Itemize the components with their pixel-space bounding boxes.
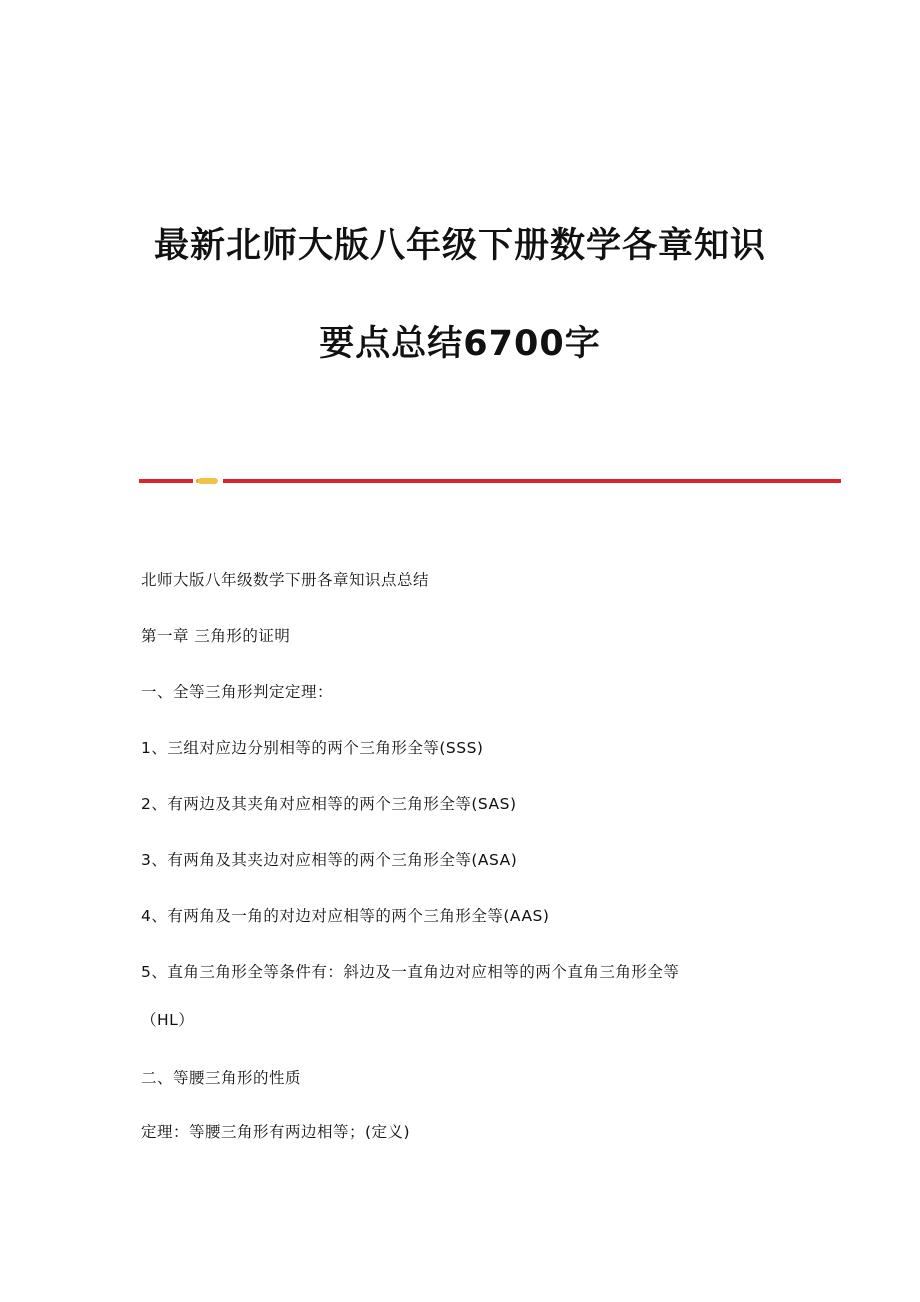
title-divider: [139, 478, 841, 484]
chapter-heading: 第一章 三角形的证明: [141, 627, 291, 645]
divider-bar-left: [139, 479, 193, 483]
list-item-hl: 5、直角三角形全等条件有：斜边及一直角边对应相等的两个直角三角形全等: [141, 963, 680, 981]
list-item-aas: 4、有两角及一角的对边对应相等的两个三角形全等(AAS): [141, 907, 550, 925]
section-heading-isosceles: 二、等腰三角形的性质: [141, 1069, 302, 1087]
paragraph-intro: 北师大版八年级数学下册各章知识点总结: [141, 571, 430, 589]
divider-ornament: [198, 478, 218, 484]
paragraph-theorem: 定理：等腰三角形有两边相等；(定义): [141, 1123, 411, 1141]
list-item-hl-continued: （HL）: [141, 1011, 195, 1029]
document-title-line-1: 最新北师大版八年级下册数学各章知识: [153, 226, 766, 266]
list-item-sss: 1、三组对应边分别相等的两个三角形全等(SSS): [141, 739, 484, 757]
divider-bar-right: [223, 479, 841, 483]
section-heading-congruence: 一、全等三角形判定定理：: [141, 683, 334, 701]
list-item-asa: 3、有两角及其夹边对应相等的两个三角形全等(ASA): [141, 851, 518, 869]
document-title-line-2: 要点总结6700字: [319, 324, 601, 364]
list-item-sas: 2、有两边及其夹角对应相等的两个三角形全等(SAS): [141, 795, 517, 813]
